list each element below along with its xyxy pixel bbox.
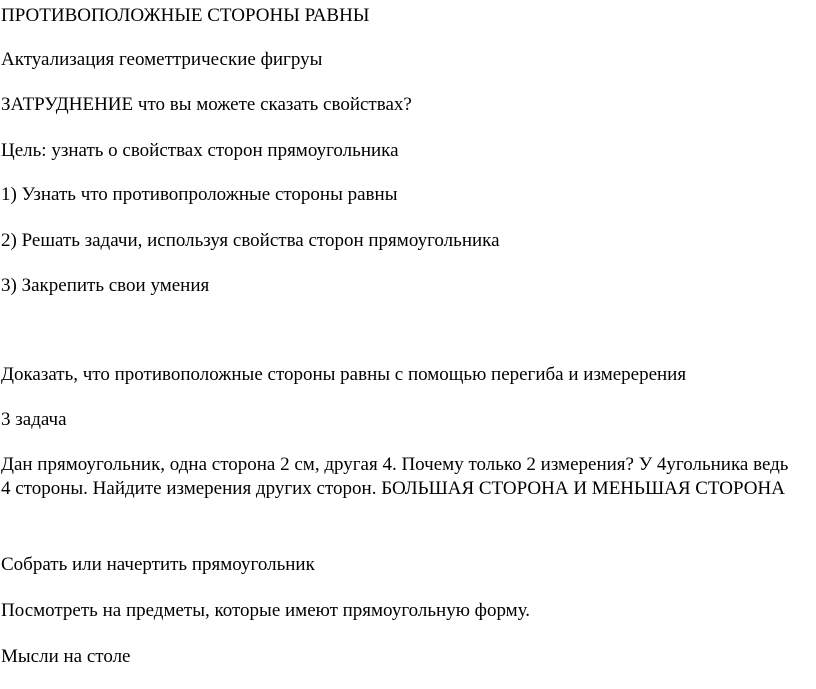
task-text: Дан прямоугольник, одна сторона 2 см, другая 4. Почему только 2 измерения? У 4угольника ведь 4 стороны. Найдите измерения других сторон. БОЛЬШАЯ СТОРОНА И МЕНЬШАЯ СТОРОНА [1, 454, 789, 499]
goal-line: Цель: узнать о свойствах сторон прямоугольника [1, 140, 399, 161]
step-item: 3) Закрепить свои умения [1, 275, 210, 296]
collect-line: Собрать или начертить прямоугольник [1, 554, 315, 575]
task-heading: 3 задача [1, 409, 67, 430]
step-item: 1) Узнать что противопроложные стороны равны [1, 184, 398, 205]
document-title: ПРОТИВОПОЛОЖНЫЕ СТОРОНЫ РАВНЫ [1, 5, 370, 26]
actualization-line: Актуализация геометтрические фигруы [1, 49, 323, 70]
prove-line: Доказать, что противоположные стороны равны с помощью перегиба и измеререния [1, 364, 687, 385]
look-line: Посмотреть на предметы, которые имеют прямоугольную форму. [1, 600, 531, 621]
difficulty-line: ЗАТРУДНЕНИЕ что вы можете сказать свойствах? [1, 94, 412, 115]
step-item: 2) Решать задачи, используя свойства сторон прямоугольника [1, 230, 500, 251]
thoughts-line: Мысли на столе [1, 646, 131, 667]
